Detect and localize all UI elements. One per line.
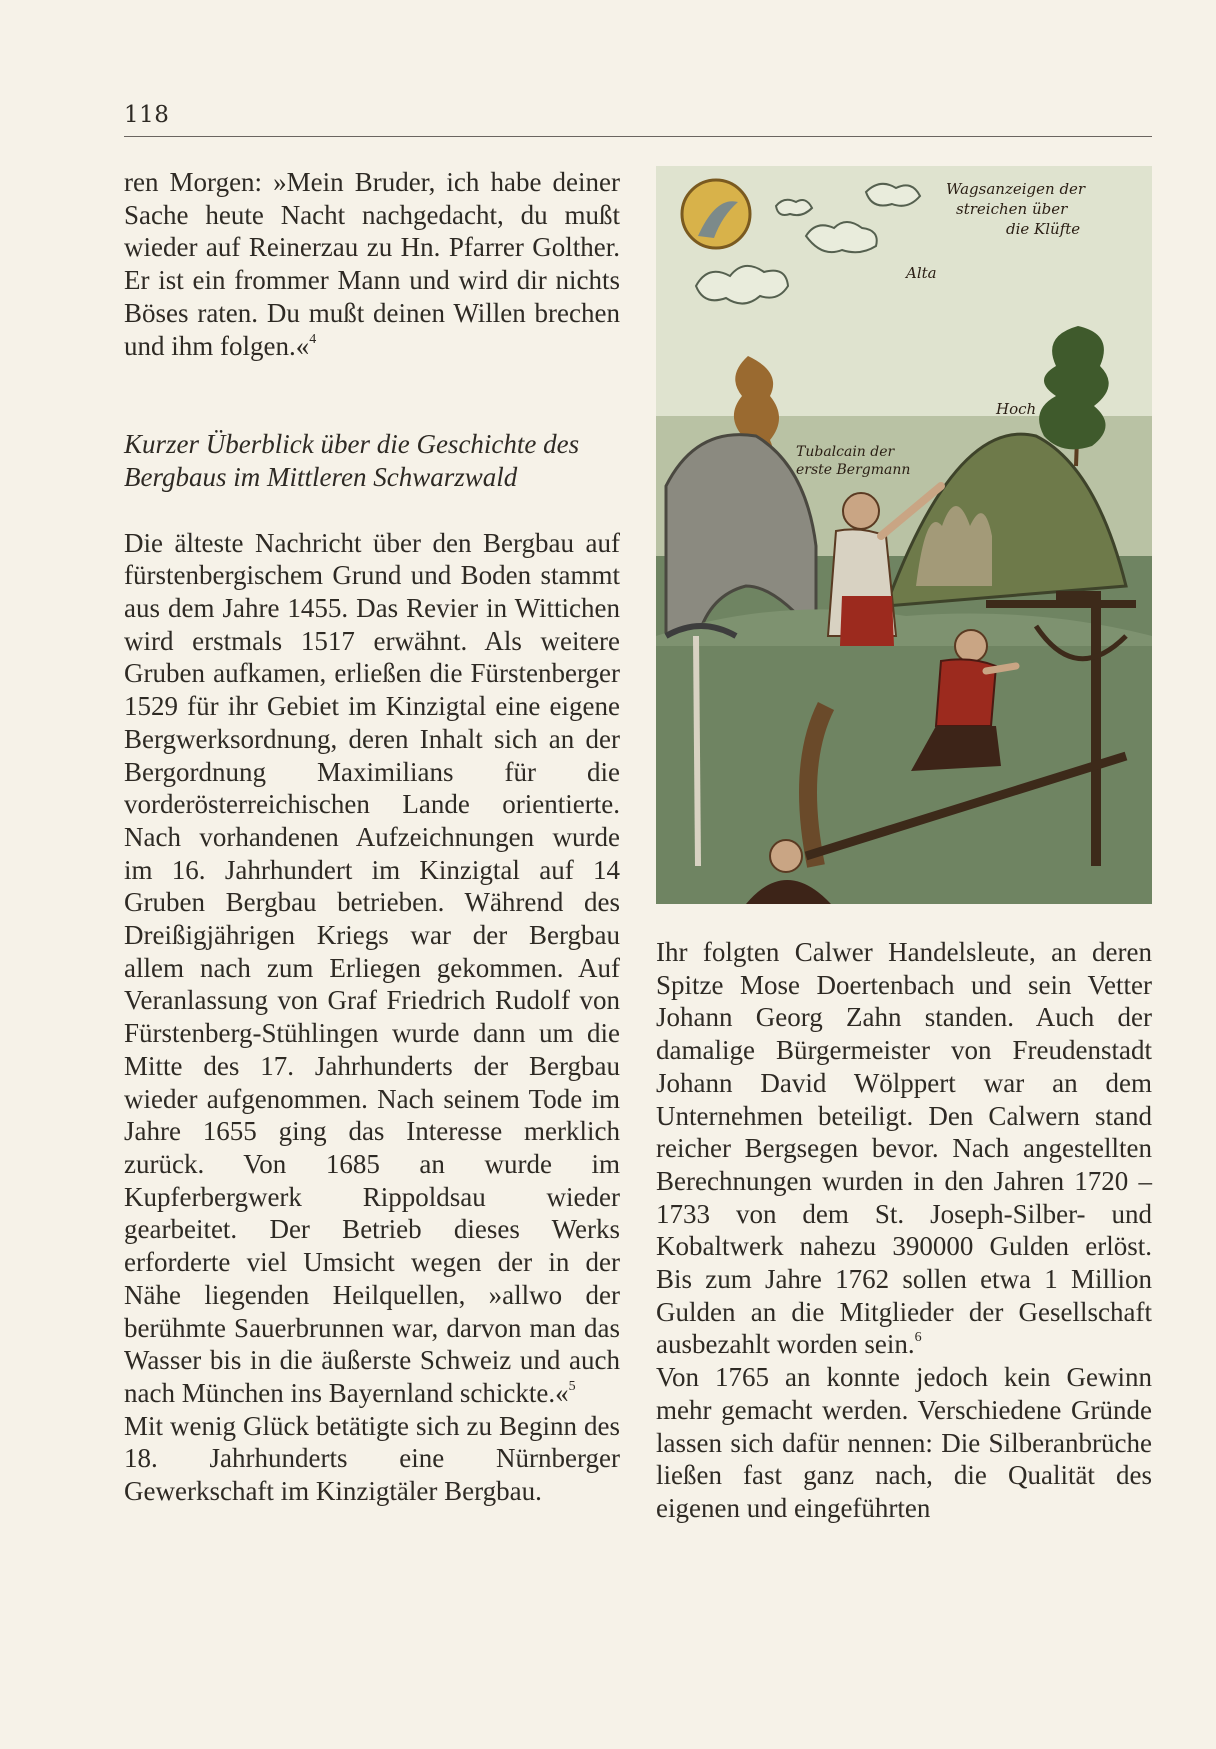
paragraph-text: Ihr folgten Calwer Handelsleute, an deren Spitze Mose Doertenbach und sein Vetter Johann Georg Zahn standen. Auch der damalige Bürgermeister von Freudenstadt Johann David Wölppert war an dem Unternehmen beteiligt. Den Calwern stand reicher Bergsegen bevor. Nach angestellten Berechnungen wurden in den Jahren 1720 – 1733 von dem St. Joseph-Silber- und Kobaltwerk nahezu 390000 Gulden erlöst. Bis zum Jahre 1762 sollen etwa 1 Million Gulden an die Mitglieder der Gesellschaft ausbezahlt worden sein. <box>656 937 1152 1360</box>
right-column <box>656 936 1152 1525</box>
paragraph-history <box>124 527 620 1410</box>
illustration-drawing <box>656 166 1152 904</box>
heading-line: Bergbaus im Mittleren Schwarzwald <box>124 461 518 492</box>
paragraph-decline: Von 1765 an konnte jedoch kein Gewinn mehr gemacht werden. Verschiedene Gründe lassen sich dafür nennen: Die Silberanbrüche ließen fast ganz nach, die Qualität des eigenen und eingeführten <box>656 1362 1152 1523</box>
caption-top: die Klüfte <box>1006 220 1081 238</box>
paragraph-text: ren Morgen: »Mein Bruder, ich habe deiner Sache heute Nacht nachgedacht, du mußt wieder auf Reinerzau zu Hn. Pfarrer Golther. Er ist ein frommer Mann und wird dir nichts Böses raten. Du mußt deinen Willen brechen und ihm folgen.« <box>124 167 620 361</box>
caption-top: streichen über <box>956 200 1068 218</box>
footnote-ref: 5 <box>568 1378 576 1394</box>
left-column <box>124 166 620 1508</box>
mining-illustration <box>656 166 1152 904</box>
section-heading <box>124 428 620 493</box>
footnote-ref: 6 <box>914 1330 922 1346</box>
paragraph-nuremberg: Mit wenig Glück betätigte sich zu Beginn des 18. Jahrhunderts eine Nürnberger Gewerkschaft im Kinzigtäler Bergbau. <box>124 1410 620 1507</box>
caption-left: Tubalcain der <box>796 444 895 460</box>
page-number: 118 <box>124 102 170 128</box>
label-alta: Alta <box>906 264 937 282</box>
caption-left: erste Bergmann <box>796 462 911 478</box>
paragraph-quote <box>124 166 620 362</box>
paragraph-text: Die älteste Nachricht über den Bergbau auf fürstenbergischem Grund und Boden stammt aus dem Jahre 1455. Das Revier in Wittichen wird erstmals 1517 erwähnt. Als weitere Gruben aufkamen, erließen die Fürstenberger 1529 für ihr Gebiet im Kinzigtal eine eigene Bergwerksordnung, deren Inhalt sich an der Bergordnung Maximilians für die vorderösterreichischen Lande orientierte. Nach vorhandenen Aufzeichnungen wurde im 16. Jahrhundert im Kinzigtal auf 14 Gruben Bergbau betrieben. Während des Dreißigjährigen Kriegs war der Bergbau allem nach zum Erliegen gekommen. Auf Veranlassung von Graf Friedrich Rudolf von Fürstenberg-Stühlingen wurde dann um die Mitte des 17. Jahrhunderts der Bergbau wieder aufgenommen. Nach seinem Tode im Jahre 1655 ging das Interesse merklich zurück. Von 1685 an wurde im Kupferbergwerk Rippoldsau wieder gearbeitet. Der Betrieb dieses Werks erforderte viel Umsicht wegen der in der Nähe liegenden Heilquellen, »allwo der berühmte Sauerbrunnen war, darvon man das Wasser bis in die äußerste Schweiz und auch nach München ins Bayernland schickte.« <box>124 527 620 1408</box>
label-hoch: Hoch <box>996 400 1037 418</box>
paragraph-calw <box>656 936 1152 1361</box>
header-rule <box>124 136 1152 137</box>
footnote-ref: 4 <box>309 331 317 347</box>
heading-line: Kurzer Überblick über die Geschichte des <box>124 429 580 460</box>
caption-top: Wagsanzeigen der <box>946 180 1086 198</box>
